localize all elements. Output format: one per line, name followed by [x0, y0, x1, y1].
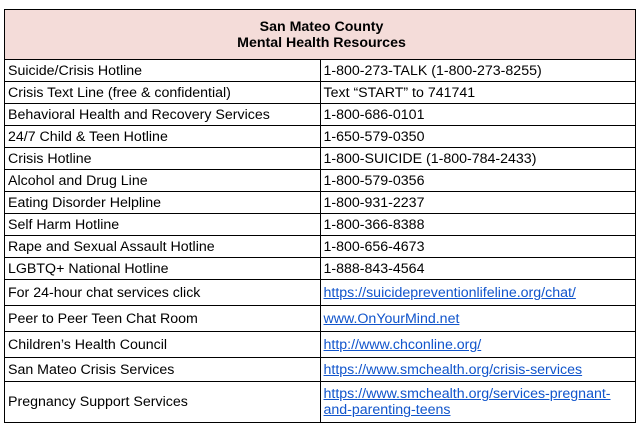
- resource-name: Suicide/Crisis Hotline: [5, 60, 321, 82]
- resource-contact: 1-650-579-0350: [320, 126, 636, 148]
- title-row: [5, 10, 636, 60]
- table-row: [5, 104, 636, 126]
- link-cell: [320, 358, 636, 382]
- resource-contact: 1-800-579-0356: [320, 170, 636, 192]
- resource-name: 24/7 Child & Teen Hotline: [5, 126, 321, 148]
- table-title: [5, 10, 636, 60]
- pregnancy-support-link[interactable]: https://www.smchealth.org/services-pregnant- and-parenting-teens: [323, 386, 611, 418]
- resource-contact: 1-800-366-8388: [320, 214, 636, 236]
- resource-name: Alcohol and Drug Line: [5, 170, 321, 192]
- resource-name: LGBTQ+ National Hotline: [5, 258, 321, 280]
- table-row: [5, 126, 636, 148]
- link-resource-name: Children’s Health Council: [5, 332, 321, 358]
- resource-contact: 1-800-686-0101: [320, 104, 636, 126]
- link-cell: [320, 382, 636, 423]
- table-row: [5, 148, 636, 170]
- link-cell: [320, 332, 636, 358]
- resources-table: [4, 9, 636, 423]
- crisis-services-link[interactable]: https://www.smchealth.org/crisis-services: [323, 361, 583, 378]
- table-row: [5, 82, 636, 104]
- link-resource-name: Peer to Peer Teen Chat Room: [5, 306, 321, 332]
- table-row: [5, 358, 636, 382]
- table-row: [5, 258, 636, 280]
- table-row: [5, 214, 636, 236]
- resource-contact: Text “START” to 741741: [320, 82, 636, 104]
- table-row: [5, 382, 636, 423]
- resource-contact: 1-888-843-4564: [320, 258, 636, 280]
- health-council-link[interactable]: http://www.chconline.org/: [323, 336, 482, 353]
- table-row: [5, 332, 636, 358]
- resource-contact: 1-800-656-4673: [320, 236, 636, 258]
- resource-contact: 1-800-273-TALK (1-800-273-8255): [320, 60, 636, 82]
- table-row: [5, 236, 636, 258]
- title-line-1: San Mateo County: [259, 18, 384, 35]
- link-resource-name: For 24-hour chat services click: [5, 280, 321, 306]
- table-row: [5, 280, 636, 306]
- resource-contact: 1-800-931-2237: [320, 192, 636, 214]
- resource-name: Rape and Sexual Assault Hotline: [5, 236, 321, 258]
- table-row: [5, 192, 636, 214]
- resource-name: Self Harm Hotline: [5, 214, 321, 236]
- teen-chat-link[interactable]: www.OnYourMind.net: [323, 310, 460, 327]
- chat-services-link[interactable]: https://suicidepreventionlifeline.org/chat/: [323, 284, 576, 301]
- link-cell: [320, 306, 636, 332]
- link-resource-name: San Mateo Crisis Services: [5, 358, 321, 382]
- link-cell: [320, 280, 636, 306]
- resource-contact: 1-800-SUICIDE (1-800-784-2433): [320, 148, 636, 170]
- table-row: [5, 170, 636, 192]
- resource-name: Eating Disorder Helpline: [5, 192, 321, 214]
- title-line-2: Mental Health Resources: [237, 34, 406, 51]
- resource-name: Crisis Text Line (free & confidential): [5, 82, 321, 104]
- link-resource-name: Pregnancy Support Services: [5, 382, 321, 423]
- table-row: [5, 306, 636, 332]
- resource-name: Behavioral Health and Recovery Services: [5, 104, 321, 126]
- table-row: [5, 60, 636, 82]
- resource-name: Crisis Hotline: [5, 148, 321, 170]
